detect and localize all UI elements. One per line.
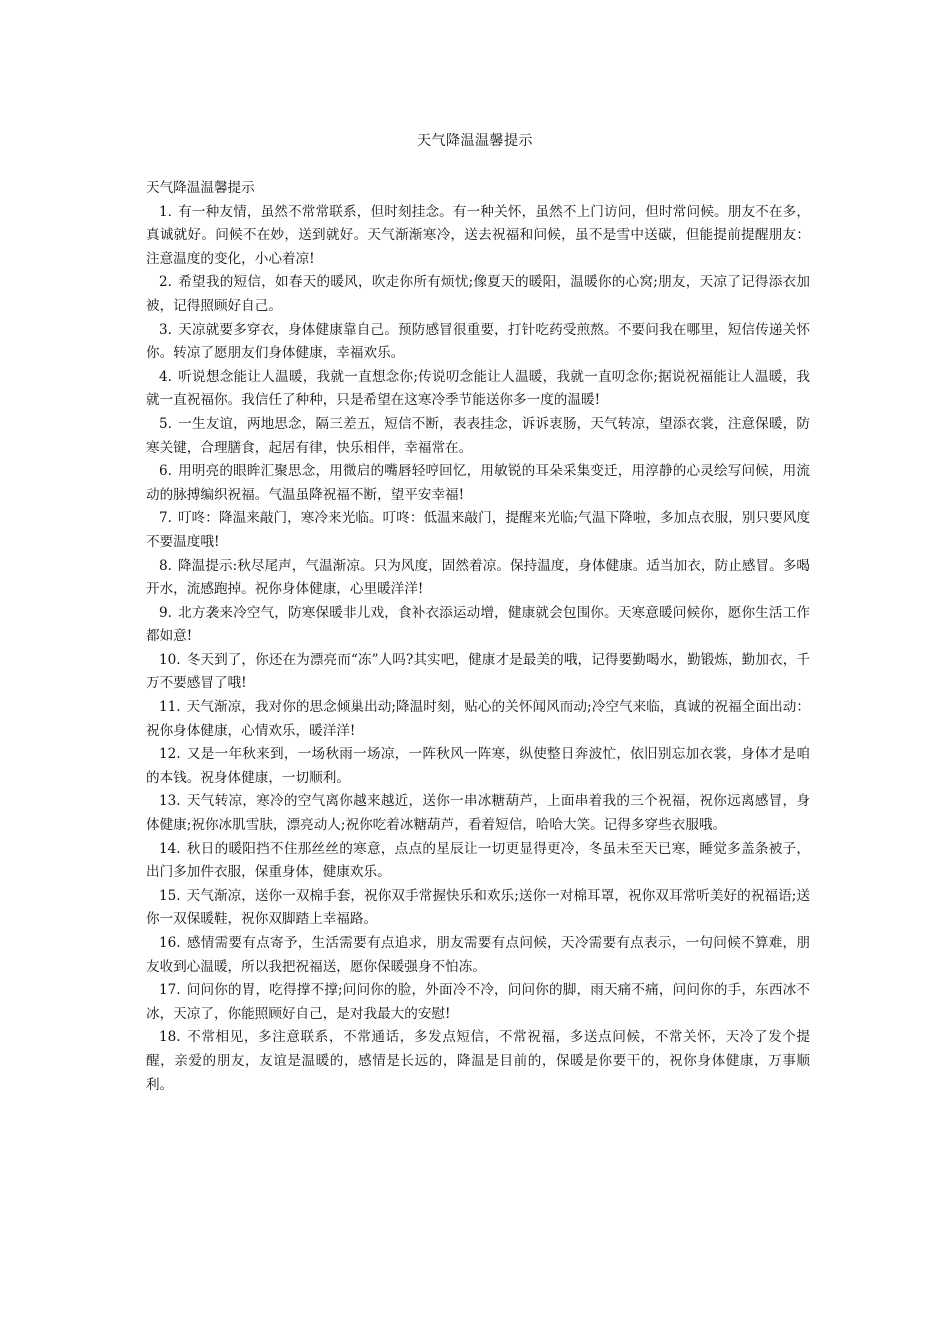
- list-item-number: 4.: [159, 368, 172, 385]
- list-item-text: 秋日的暖阳挡不住那丝丝的寒意，点点的星辰让一切更显得更冷，冬虽未至天已寒，睡觉多盖条被子，出门多加件衣服，保重身体，健康欢乐。: [146, 840, 810, 881]
- list-item: [146, 885, 810, 932]
- list-item: [146, 649, 810, 696]
- list-item-text: 天气渐凉，送你一双棉手套，祝你双手常握快乐和欢乐;送你一对棉耳罩，祝你双耳常听美好的祝福语;送你一双保暖鞋，祝你双脚踏上幸福路。: [146, 887, 810, 928]
- list-item-text: 北方袭来冷空气，防寒保暖非儿戏，食补衣添运动增，健康就会包围你。天寒意暖问候你，愿你生活工作都如意!: [146, 604, 810, 645]
- list-item-number: 6.: [159, 463, 172, 480]
- list-item: [146, 979, 810, 1026]
- list-item-number: 18.: [159, 1029, 181, 1046]
- list-item-number: 14.: [159, 840, 181, 857]
- list-item-text: 感情需要有点寄予，生活需要有点追求，朋友需要有点问候，天冷需要有点表示，一句问候不算难，朋友收到心温暖，所以我把祝福送，愿你保暖强身不怕冻。: [146, 935, 810, 975]
- list-item-number: 3.: [159, 321, 172, 338]
- document-title: 天气降温温馨提示: [417, 133, 533, 149]
- list-item: [146, 932, 810, 979]
- list-item-text: 天气转凉，寒冷的空气离你越来越近，送你一串冰糖葫芦，上面串着我的三个祝福，祝你远离感冒，身体健康;祝你冰肌雪肤，漂亮动人;祝你吃着冰糖葫芦，看着短信，哈哈大笑。记得多穿些衣服哦。: [146, 793, 810, 834]
- document-subtitle: 天气降温温馨提示: [146, 180, 255, 196]
- list-item: [146, 1026, 810, 1097]
- list-item-text: 用明亮的眼眸汇聚思念，用微启的嘴唇轻哼回忆，用敏锐的耳朵采集变迁，用淳静的心灵绘写问候，用流动的脉搏编织祝福。气温虽降祝福不断，望平安幸福!: [146, 463, 810, 503]
- list-item-number: 5.: [159, 415, 172, 432]
- list-item-number: 2.: [159, 274, 172, 291]
- list-item: [146, 790, 810, 837]
- list-item: [146, 201, 810, 272]
- list-item: [146, 838, 810, 885]
- list-item-number: 15.: [159, 887, 181, 904]
- list-item: [146, 743, 810, 790]
- list-item: [146, 696, 810, 743]
- paragraph-list: [146, 201, 810, 1098]
- list-item-text: 天气渐凉，我对你的思念倾巢出动;降温时刻，贴心的关怀闻风而动;冷空气来临，真诚的祝福全面出动：祝你身体健康，心情欢乐，暖洋洋!: [146, 699, 810, 739]
- list-item-text: 冬天到了，你还在为漂亮而“冻”人吗?其实吧，健康才是最美的哦，记得要勤喝水，勤锻炼，勤加衣，千万不要感冒了哦!: [146, 651, 810, 692]
- list-item-number: 1.: [159, 203, 172, 220]
- list-item-text: 问问你的胃，吃得撑不撑;问问你的脸，外面冷不冷，问问你的脚，雨天痛不痛，问问你的手，东西冰不冰，天凉了，你能照顾好自己，是对我最大的安慰!: [146, 982, 810, 1022]
- list-item-number: 9.: [159, 604, 172, 621]
- list-item: [146, 507, 810, 554]
- list-item: [146, 319, 810, 366]
- list-item-text: 又是一年秋来到，一场秋雨一场凉，一阵秋风一阵寒，纵使整日奔波忙，依旧别忘加衣裳，身体才是咱的本钱。祝身体健康，一切顺利。: [146, 746, 810, 786]
- list-item-number: 13.: [159, 793, 181, 810]
- list-item-text: 降温提示:秋尽尾声，气温渐凉。只为风度，固然着凉。保持温度，身体健康。适当加衣，防止感冒。多喝开水，流感跑掉。祝你身体健康，心里暖洋洋!: [146, 557, 810, 598]
- list-item: [146, 602, 810, 649]
- list-item-text: 一生友谊，两地思念，隔三差五，短信不断，表表挂念，诉诉衷肠，天气转凉，望添衣裳，注意保暖，防寒关键，合理膳食，起居有律，快乐相伴，幸福常在。: [146, 415, 810, 456]
- list-item-text: 希望我的短信，如春天的暖风，吹走你所有烦忧;像夏天的暖阳，温暖你的心窝;朋友，天凉了记得添衣加被，记得照顾好自己。: [146, 274, 810, 314]
- list-item: [146, 271, 810, 318]
- list-item: [146, 460, 810, 507]
- document-body: [146, 177, 810, 1097]
- list-item: [146, 413, 810, 460]
- list-item-text: 叮咚：降温来敲门，寒冷来光临。叮咚：低温来敲门，提醒来光临;气温下降啦，多加点衣服，别只要风度不要温度哦!: [146, 510, 810, 550]
- list-item-number: 17.: [159, 982, 181, 999]
- list-item: [146, 366, 810, 413]
- list-item-number: 10.: [159, 651, 181, 668]
- list-item-number: 16.: [159, 935, 181, 951]
- list-item-number: 8.: [159, 557, 172, 574]
- list-item-text: 有一种友情，虽然不常常联系，但时刻挂念。有一种关怀，虽然不上门访问，但时常问候。朋友不在多，真诚就好。问候不在妙，送到就好。天气渐渐寒冷，送去祝福和问候，虽不是雪中送碳，但能提前提醒朋友：注意温度的变化，小心着凉!: [146, 203, 810, 267]
- list-item-text: 不常相见，多注意联系，不常通话，多发点短信，不常祝福，多送点问候，不常关怀，天冷了发个提醒，亲爱的朋友，友谊是温暖的，感情是长远的，降温是目前的，保暖是你要干的，祝你身体健康，万事顺利。: [146, 1029, 810, 1093]
- list-item-text: 天凉就要多穿衣，身体健康靠自己。预防感冒很重要，打针吃药受煎熬。不要问我在哪里，短信传递关怀你。转凉了愿朋友们身体健康，幸福欢乐。: [146, 321, 810, 362]
- list-item-number: 7.: [159, 510, 172, 527]
- list-item: [146, 555, 810, 602]
- list-item-number: 11.: [159, 699, 181, 716]
- list-item-number: 12.: [159, 746, 181, 763]
- list-item-text: 听说想念能让人温暖，我就一直想念你;传说叨念能让人温暖，我就一直叨念你;据说祝福能让人温暖，我就一直祝福你。我信任了种种，只是希望在这寒冷季节能送你多一度的温暖!: [146, 368, 810, 409]
